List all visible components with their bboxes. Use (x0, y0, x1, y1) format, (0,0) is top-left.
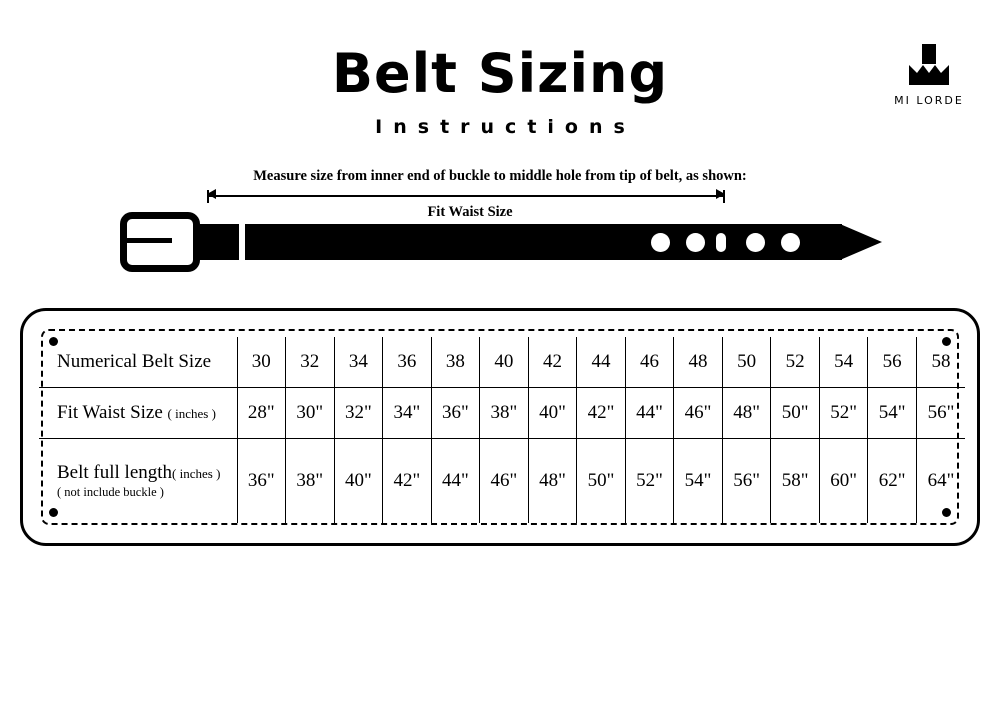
table-row (39, 439, 965, 523)
row-unit: ( inches ) (167, 406, 216, 422)
row-header-numerical-belt-size (39, 337, 237, 387)
belt-hole (651, 233, 670, 252)
cell: 56" (916, 387, 965, 438)
cell: 28" (237, 387, 286, 438)
cell: 54" (674, 439, 723, 523)
belt-measurement-diagram (0, 168, 1000, 293)
cell: 46 (625, 337, 674, 387)
cell: 30 (237, 337, 286, 387)
cell: 42" (383, 439, 432, 523)
cell: 50" (771, 387, 820, 438)
fit-waist-caption: Fit Waist Size (427, 204, 513, 220)
belt-hole-middle (716, 233, 726, 252)
cell: 58 (916, 337, 965, 387)
cell: 38 (431, 337, 480, 387)
cell: 48 (674, 337, 723, 387)
belt-hole (746, 233, 765, 252)
cell: 58" (771, 439, 820, 523)
measure-caption: Measure size from inner end of buckle to middle hole from tip of belt, as shown: (253, 168, 747, 184)
cell: 46" (674, 387, 723, 438)
row-note: ( not include buckle ) (57, 485, 164, 500)
row-label: Fit Waist Size (57, 402, 163, 424)
cell: 60" (819, 439, 868, 523)
crown-icon (905, 44, 953, 92)
cell: 56 (868, 337, 917, 387)
cell: 52 (771, 337, 820, 387)
cell: 40 (480, 337, 529, 387)
cell: 32" (334, 387, 383, 438)
cell: 50" (577, 439, 626, 523)
cell: 42" (577, 387, 626, 438)
cell: 44 (577, 337, 626, 387)
cell: 44" (625, 387, 674, 438)
cell: 34 (334, 337, 383, 387)
page-title: Belt Sizing (331, 42, 669, 105)
cell: 54 (819, 337, 868, 387)
cell: 62" (868, 439, 917, 523)
cell: 38" (480, 387, 529, 438)
cell: 50 (722, 337, 771, 387)
belt-hole (686, 233, 705, 252)
row-label: Numerical Belt Size (57, 350, 212, 372)
cell: 40" (528, 387, 577, 438)
cell: 38" (286, 439, 335, 523)
page-subtitle: Instructions (375, 116, 636, 138)
cell: 36 (383, 337, 432, 387)
brand-name: MI LORDE (894, 94, 964, 107)
cell: 52" (625, 439, 674, 523)
measure-arrow-line (207, 195, 725, 197)
size-chart-table (39, 337, 965, 523)
belt-tip (840, 224, 882, 260)
cell: 48" (722, 387, 771, 438)
cell: 40" (334, 439, 383, 523)
belt-keeper-gap (239, 224, 245, 260)
cell: 54" (868, 387, 917, 438)
cell: 52" (819, 387, 868, 438)
row-header-fit-waist-size (39, 387, 237, 438)
cell: 36" (237, 439, 286, 523)
cell: 64" (927, 470, 955, 492)
cell: 48" (528, 439, 577, 523)
row-header-belt-full-length (39, 439, 237, 523)
size-chart-card (20, 308, 980, 546)
table-row (39, 387, 965, 438)
measure-arrow-right-head (716, 189, 725, 199)
belt-hole (781, 233, 800, 252)
cell: 44" (431, 439, 480, 523)
measure-arrow-left-head (207, 189, 216, 199)
cell: 46" (480, 439, 529, 523)
row-label: Belt full length (57, 462, 173, 484)
table-row (39, 337, 965, 387)
cell: 36" (431, 387, 480, 438)
row-unit: ( inches ) (172, 466, 221, 482)
cell: 30" (286, 387, 335, 438)
brand-logo (886, 44, 972, 124)
belt-buckle-prong (126, 238, 172, 243)
cell: 34" (383, 387, 432, 438)
cell: 56" (722, 439, 771, 523)
cell: 32 (286, 337, 335, 387)
cell: 42 (528, 337, 577, 387)
